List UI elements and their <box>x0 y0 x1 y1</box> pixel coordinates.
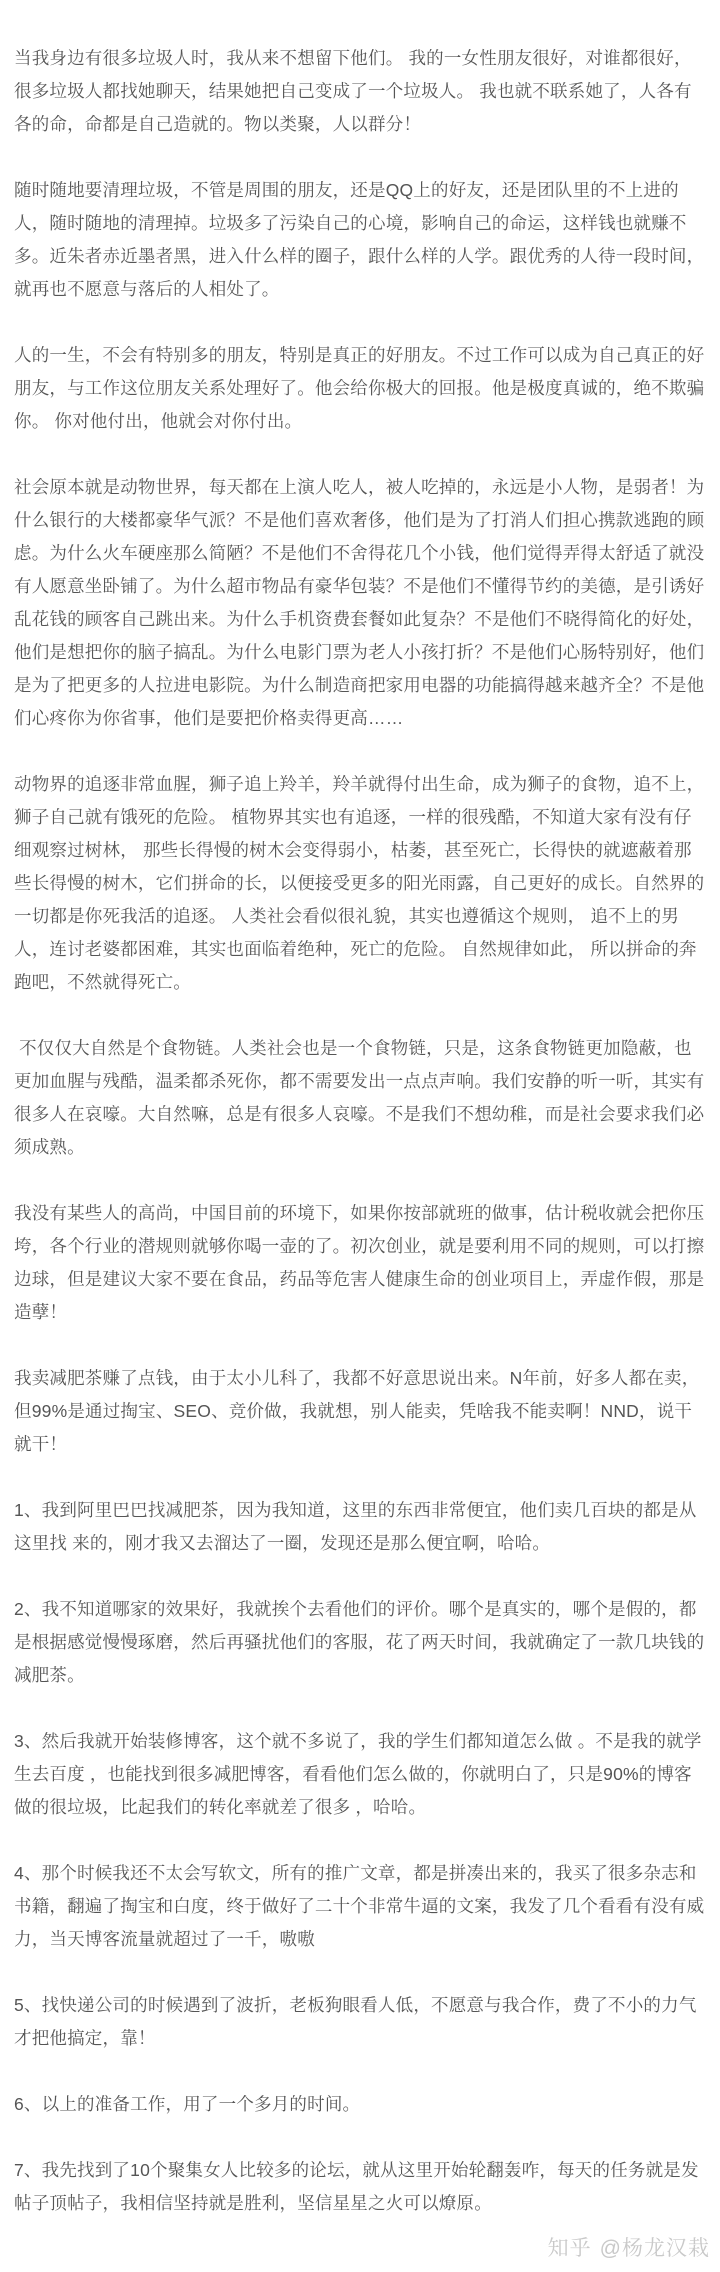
numbered-item-7: 7、我先找到了10个聚集女人比较多的论坛，就从这里开始轮翻轰咋，每天的任务就是发帖子顶帖子，我相信坚持就是胜利，坚信星星之火可以燎原。 <box>14 2160 699 2213</box>
watermark-author: @杨龙汉栽 <box>599 2237 710 2260</box>
paragraph: 随时随地要清理垃圾，不管是周围的朋友，还是QQ上的好友，还是团队里的不上进的人，随时随地的清理掉。垃圾多了污染自己的心境，影响自己的命运，这样钱也就赚不多。近朱者赤近墨者黑，进入什么样的圈子，跟什么样的人学。跟优秀的人待一段时间，就再也不愿意与落后的人相处了。 <box>14 180 705 299</box>
paragraph: 社会原本就是动物世界，每天都在上演人吃人，被人吃掉的，永远是小人物，是弱者！为什么银行的大楼都豪华气派？不是他们喜欢奢侈，他们是为了打消人们担心携款逃跑的顾虑。为什么火车硬座那么简陋？不是他们不舍得花几个小钱，他们觉得弄得太舒适了就没有人愿意坐卧铺了。为什么超市物品有豪华包装？不是他们不懂得节约的美德，是引诱好乱花钱的顾客自己跳出来。为什么手机资费套餐如此复杂？不是他们不晓得简化的好处，他们是想把你的脑子搞乱。为什么电影门票为老人小孩打折？不是他们心肠特别好，他们是为了把更多的人拉进电影院。为什么制造商把家用电器的功能搞得越来越齐全？不是他们心疼你为你省事，他们是要把价格卖得更高…… <box>14 477 705 728</box>
zhihu-logo-text: 知乎 <box>547 2237 592 2260</box>
numbered-item-3: 3、然后我就开始装修博客，这个就不多说了，我的学生们都知道怎么做 。不是我的就学生去百度 ，也能找到很多减肥博客，看看他们怎么做的，你就明白了，只是90%的博客做的很垃圾，比起我们的转化率就差了很多 ，哈哈。 <box>14 1731 702 1817</box>
numbered-item-6: 6、以上的准备工作，用了一个多月的时间。 <box>14 2094 361 2114</box>
paragraph: 不仅仅大自然是个食物链。人类社会也是一个食物链，只是，这条食物链更加隐蔽，也更加血腥与残酷，温柔都杀死你，都不需要发出一点点声响。我们安静的听一听，其实有很多人在哀嚎。大自然嘛，总是有很多人哀嚎。不是我们不想幼稚，而是社会要求我们必须成熟。 <box>14 1038 705 1157</box>
zhihu-watermark <box>548 2232 710 2262</box>
numbered-item-1: 1、我到阿里巴巴找减肥茶，因为我知道，这里的东西非常便宜，他们卖几百块的都是从这里找 来的，刚才我又去溜达了一圈，发现还是那么便宜啊，哈哈。 <box>14 1500 697 1553</box>
numbered-item-2: 2、我不知道哪家的效果好，我就挨个去看他们的评价。哪个是真实的，哪个是假的，都是根据感觉慢慢琢磨，然后再骚扰他们的客服，花了两天时间，我就确定了一款几块钱的减肥茶。 <box>14 1599 705 1685</box>
paragraph: 当我身边有很多垃圾人时，我从来不想留下他们。 我的一女性朋友很好，对谁都很好，很多垃圾人都找她聊天，结果她把自己变成了一个垃圾人。 我也就不联系她了，人各有各的命，命都是自己造就的。物以类聚，人以群分！ <box>14 48 692 134</box>
numbered-item-5: 5、找快递公司的时候遇到了波折，老板狗眼看人低，不愿意与我合作，费了不小的力气才把他搞定，靠！ <box>14 1995 697 2048</box>
paragraph: 我没有某些人的高尚，中国目前的环境下，如果你按部就班的做事，估计税收就会把你压垮，各个行业的潜规则就够你喝一壶的了。初次创业，就是要利用不同的规则，可以打擦边球，但是建议大家不要在食品，药品等危害人健康生命的创业项目上，弄虚作假，那是造孽！ <box>14 1203 705 1322</box>
paragraph: 动物界的追逐非常血腥，狮子追上羚羊，羚羊就得付出生命，成为狮子的食物，追不上，狮子自己就有饿死的危险。 植物界其实也有追逐，一样的很残酷，不知道大家有没有仔细观察过树林， 那些长得慢的树木会变得弱小，枯萎，甚至死亡，长得快的就遮蔽着那些长得慢的树木，它们拼命的长，以便接受更多的阳光雨露，自己更好的成长。自然界的一切都是你死我活的追逐。 人类社会看似很礼貌，其实也遵循这个规则， 追不上的男人，连讨老婆都困难，其实也面临着绝种，死亡的危险。 自然规律如此， 所以拼命的奔跑吧，不然就得死亡。 <box>14 774 705 992</box>
paragraph: 人的一生，不会有特别多的朋友，特别是真正的好朋友。不过工作可以成为自己真正的好朋友，与工作这位朋友关系处理好了。他会给你极大的回报。他是极度真诚的，绝不欺骗你。 你对他付出，他就会对你付出。 <box>14 345 705 431</box>
numbered-item-4: 4、那个时候我还不太会写软文，所有的推广文章，都是拼凑出来的，我买了很多杂志和书籍，翻遍了掏宝和白度，终于做好了二十个非常牛逼的文案，我发了几个看看有没有威力，当天博客流量就超过了一千，嗷嗷 <box>14 1863 705 1949</box>
paragraph: 我卖减肥茶赚了点钱，由于太小儿科了，我都不好意思说出来。N年前，好多人都在卖，但99%是通过掏宝、SEO、竞价做，我就想，别人能卖，凭啥我不能卖啊！NND，说干就干！ <box>14 1368 700 1454</box>
